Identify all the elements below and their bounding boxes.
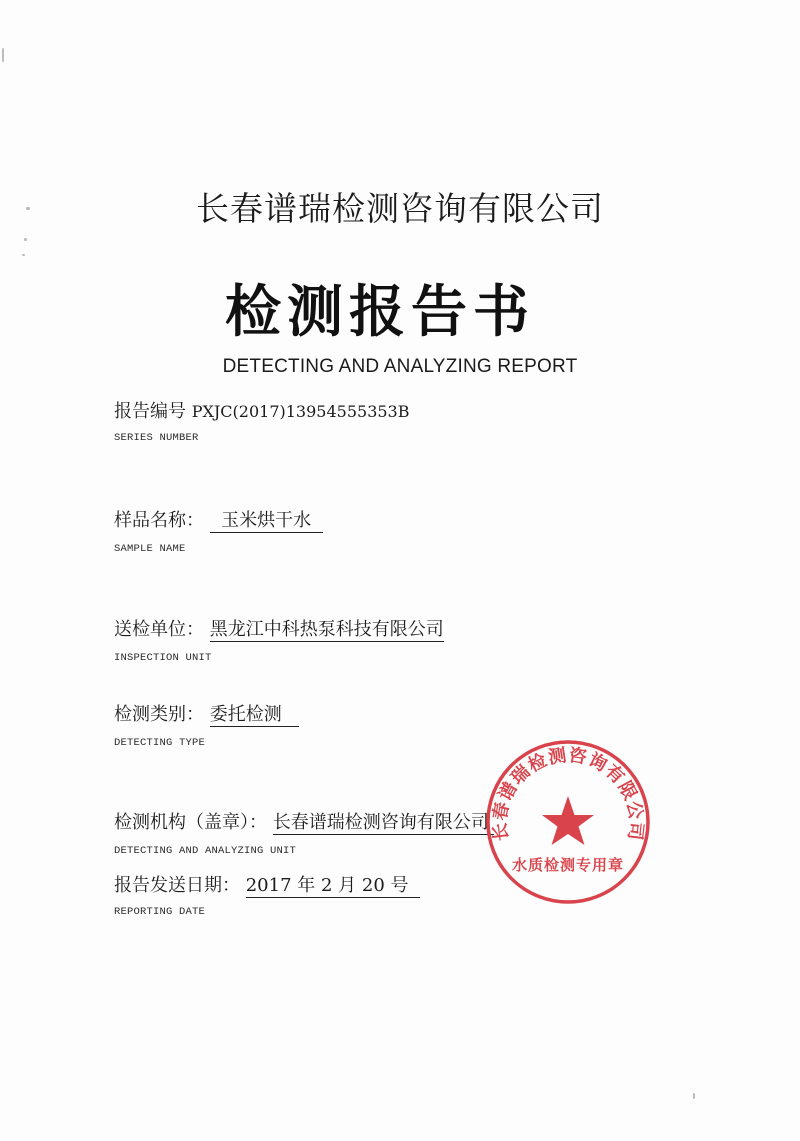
field-detecting-type-label: 检测类别： — [114, 704, 204, 725]
field-detecting-unit-label: 检测机构（盖章）： — [114, 812, 267, 833]
field-reporting-date-line — [114, 874, 420, 898]
field-reporting-date-label-en: REPORTING DATE — [114, 906, 206, 918]
field-sample-name-label: 样品名称： — [114, 510, 204, 531]
field-sample-name — [114, 509, 323, 555]
field-series-number — [114, 400, 409, 444]
field-detecting-type-value: 委托检测 — [209, 704, 299, 725]
field-reporting-date-value: 2017 年 2 月 20 号 — [245, 875, 420, 896]
seal-stamp — [484, 738, 652, 906]
report-title: 检测报告书 — [225, 280, 535, 345]
scan-mark — [2, 48, 4, 62]
report-subtitle-text: DETECTING AND ANALYZING REPORT — [222, 356, 578, 377]
field-detecting-type-label-en: DETECTING TYPE — [114, 737, 206, 749]
field-detecting-unit-label-en: DETECTING AND ANALYZING UNIT — [114, 845, 297, 857]
field-reporting-date — [114, 874, 420, 918]
field-detecting-unit-value: 长春谱瑞检测咨询有限公司 — [272, 812, 495, 833]
field-reporting-date-label: 报告发送日期： — [114, 875, 240, 896]
field-detecting-unit — [114, 811, 494, 857]
field-sample-name-line — [114, 509, 323, 533]
scan-mark — [24, 238, 27, 241]
field-inspection-unit-label: 送检单位： — [114, 619, 204, 640]
field-series-number-label-en: SERIES NUMBER — [114, 432, 199, 444]
field-inspection-unit — [114, 618, 444, 664]
field-sample-name-value: 玉米烘干水 — [209, 510, 323, 531]
field-series-number-label: 报告编号 — [114, 401, 186, 422]
field-detecting-type — [114, 703, 299, 749]
seal-ring-text: 长春谱瑞检测咨询有限公司 — [489, 744, 647, 843]
seal-bottom-text: 水质检测专用章 — [511, 856, 625, 874]
scan-mark — [693, 1093, 695, 1099]
field-inspection-unit-value: 黑龙江中科热泵科技有限公司 — [209, 619, 444, 640]
field-detecting-unit-line — [114, 811, 494, 835]
star-icon — [542, 796, 594, 845]
field-sample-name-label-en: SAMPLE NAME — [114, 543, 186, 555]
company-name: 长春谱瑞检测咨询有限公司 — [196, 189, 604, 228]
field-inspection-unit-label-en: INSPECTION UNIT — [114, 652, 212, 664]
field-series-number-line — [114, 400, 409, 424]
field-detecting-type-line — [114, 703, 299, 727]
scan-mark — [22, 254, 25, 256]
report-subtitle — [0, 356, 800, 378]
field-inspection-unit-line — [114, 618, 444, 642]
field-series-number-value: PXJC(2017)13954555353B — [191, 402, 410, 421]
